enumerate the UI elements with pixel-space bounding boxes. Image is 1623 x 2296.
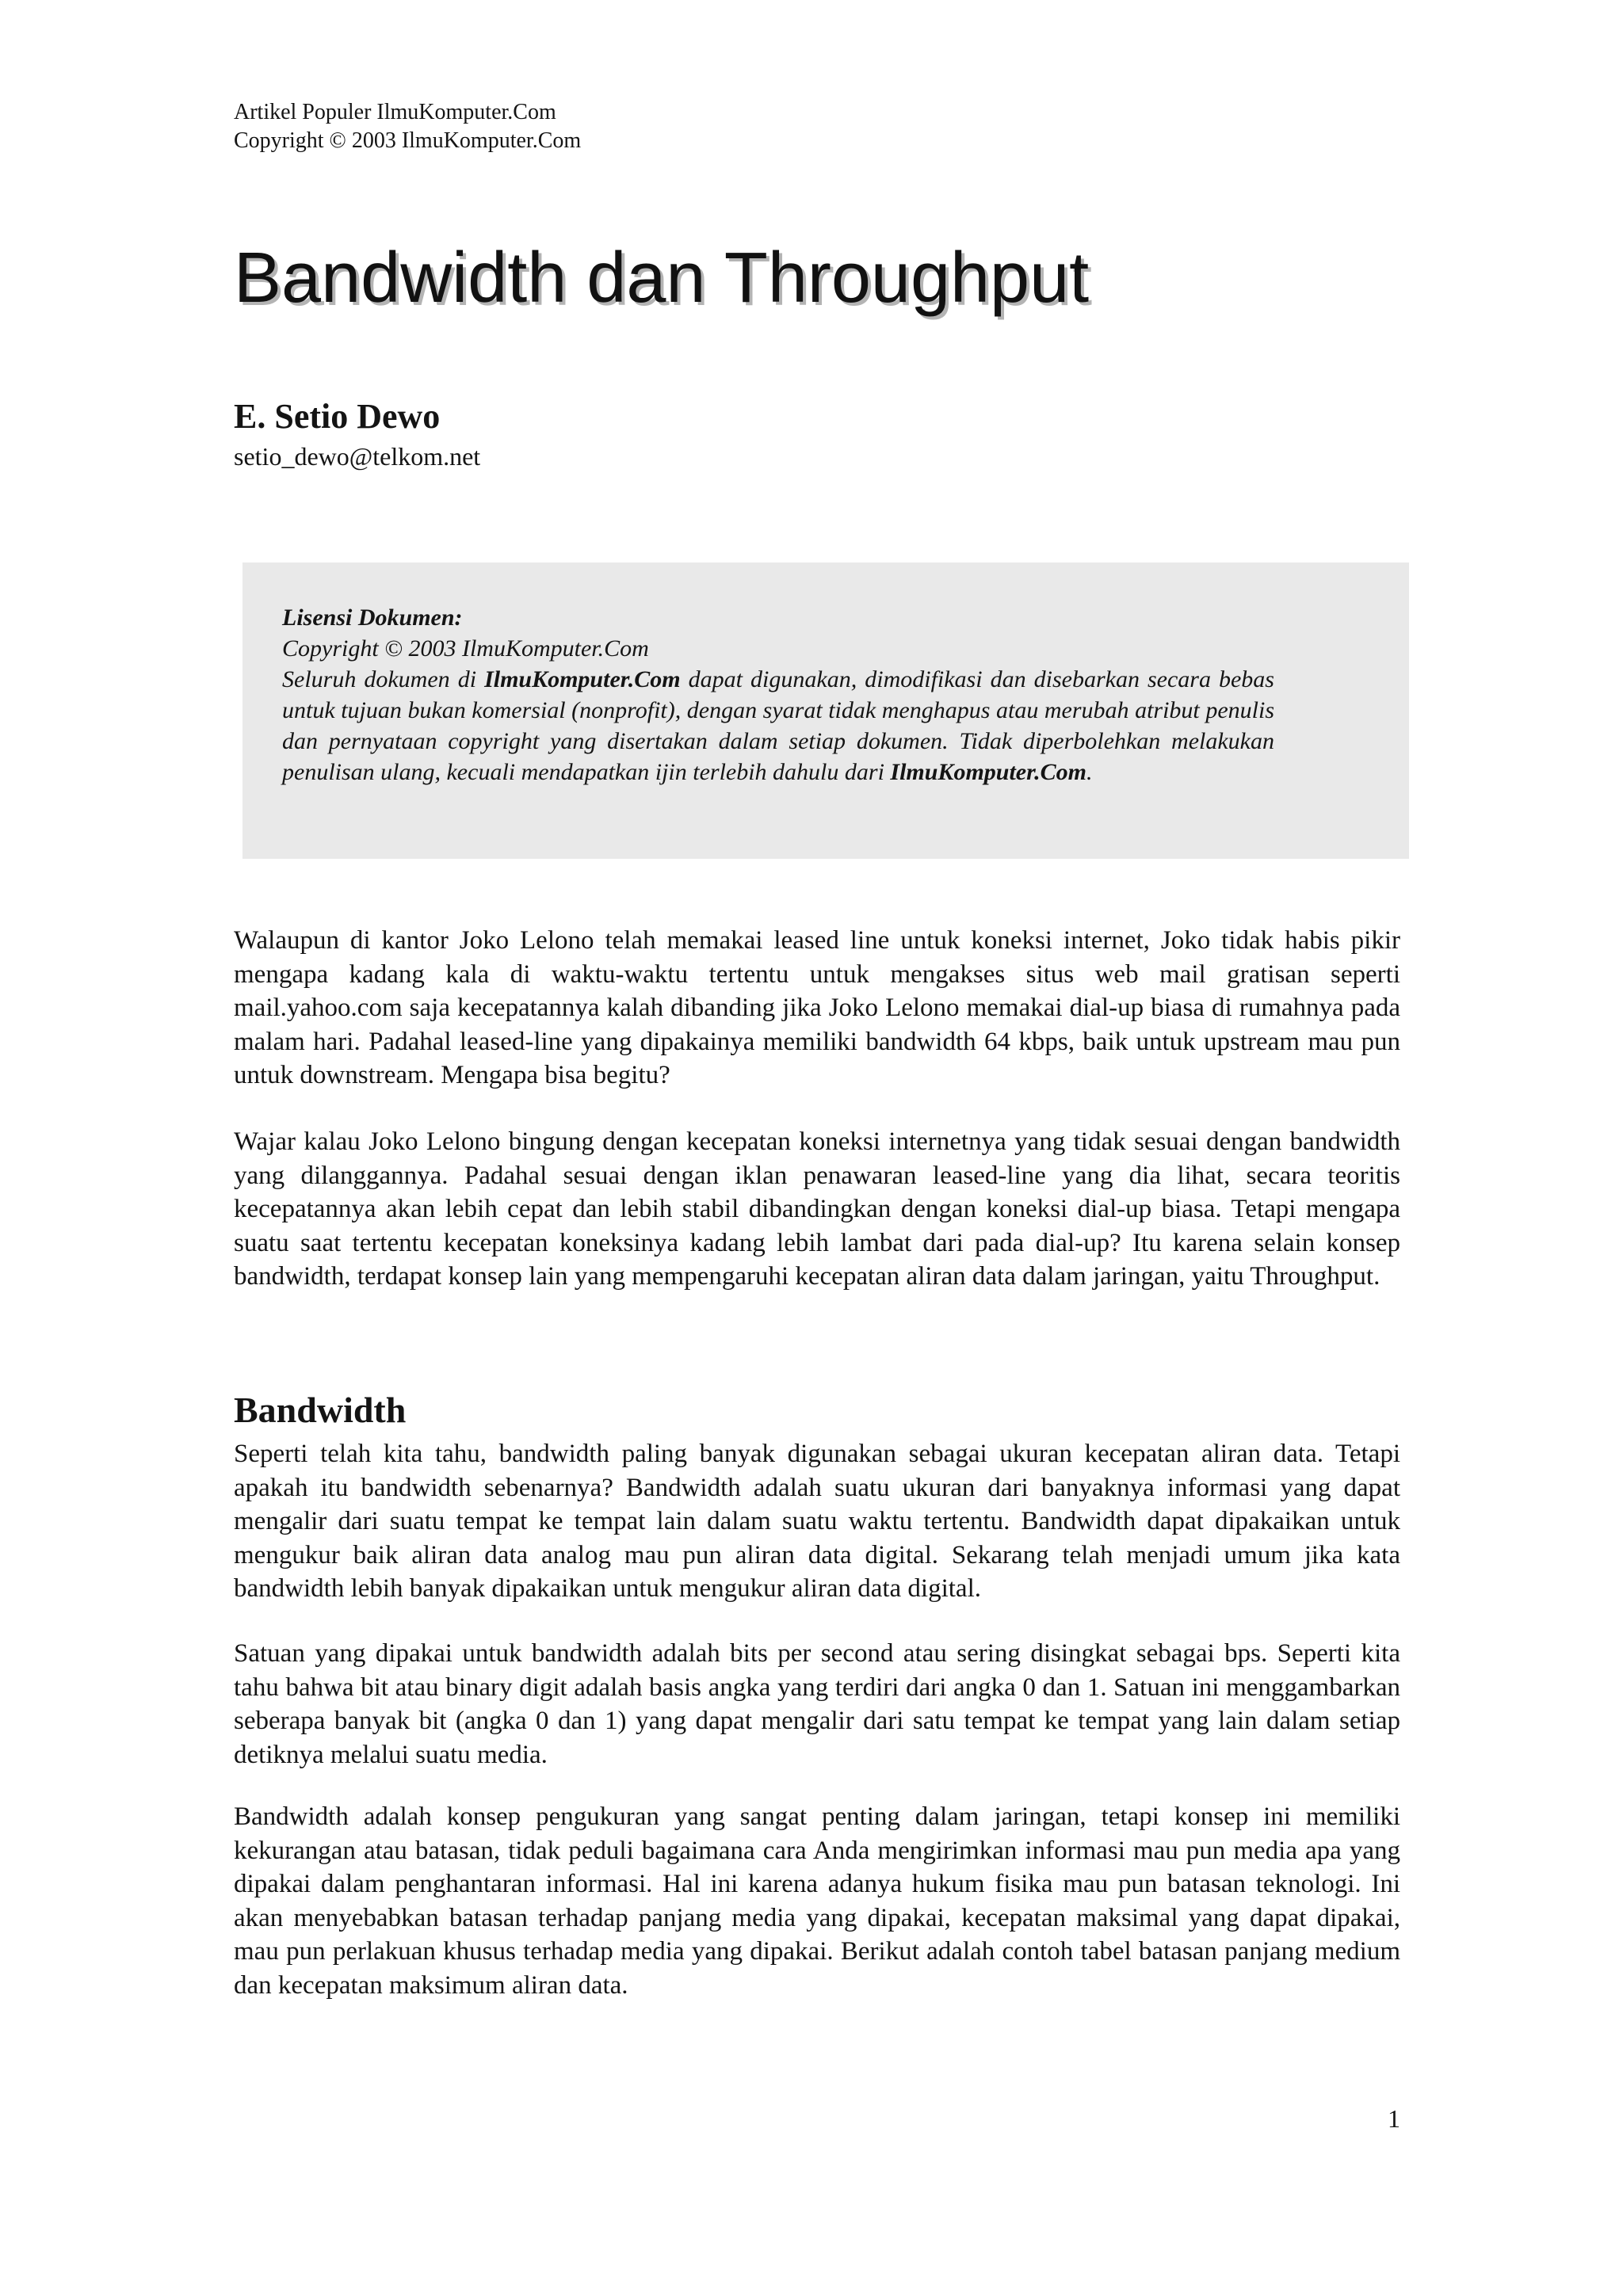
- bandwidth-paragraph-3: Bandwidth adalah konsep pengukuran yang sangat penting dalam jaringan, tetapi konsep ini memiliki kekurangan atau batasan, tidak peduli bagaimana cara Anda mengirimkan informasi mau pun media apa yang dipakai dalam penghantaran informasi. Hal ini karena adanya hukum fisika mau pun batasan teknologi. Ini akan menyebabkan batasan terhadap panjang media yang dipakai, kecepatan maksimal yang dapat dipakai, mau pun perlakuan khusus terhadap media yang dipakai. Berikut adalah contoh tabel batasan panjang medium dan kecepatan maksimum aliran data.: [234, 1802, 1400, 2000]
- intro-paragraph-2: Wajar kalau Joko Lelono bingung dengan kecepatan koneksi internetnya yang tidak sesuai dengan bandwidth yang dilanggannya. Padahal sesuai dengan iklan penawaran leased-line yang dia lihat, secara teoritis kecepatannya akan lebih cepat dan lebih stabil dibandingkan dengan koneksi dial-up biasa. Tetapi mengapa suatu saat tertentu kecepatan koneksinya kadang lebih lambat dari pada dial-up? Itu karena selain konsep bandwidth, terdapat konsep lain yang mempengaruhi kecepatan aliran data dalam jaringan, yaitu Throughput.: [234, 1127, 1400, 1291]
- running-header-title: Artikel Populer IlmuKomputer.Com: [234, 100, 556, 124]
- document-title: Bandwidth dan Throughput: [234, 238, 1090, 318]
- section-heading-bandwidth: Bandwidth: [234, 1390, 407, 1430]
- license-text-part3: .: [1086, 759, 1093, 785]
- license-copyright: Copyright © 2003 IlmuKomputer.Com: [282, 635, 649, 662]
- license-site-name-2: IlmuKomputer.Com: [890, 759, 1086, 785]
- license-text-part1: Seluruh dokumen di: [282, 666, 485, 692]
- license-text: [282, 664, 1274, 788]
- license-site-name: IlmuKomputer.Com: [484, 666, 681, 692]
- license-text-part2: dapat digunakan, dimodifikasi dan disebarkan secara bebas untuk tujuan bukan komersial (nonprofit), dengan syarat tidak menghapus atau merubah atribut penulis dan pernyataan copyright yang disertakan dalam setiap dokumen. Tidak diperbolehkan melakukan penulisan ulang, kecuali mendapatkan ijin terlebih dahulu dari: [282, 666, 1274, 785]
- author-name: E. Setio Dewo: [234, 397, 441, 436]
- bandwidth-paragraph-1: Seperti telah kita tahu, bandwidth paling banyak digunakan sebagai ukuran kecepatan aliran data. Tetapi apakah itu bandwidth sebenarnya? Bandwidth adalah suatu ukuran dari banyaknya informasi yang dapat mengalir dari suatu tempat ke tempat lain dalam suatu waktu tertentu. Bandwidth dapat dipakaikan untuk mengukur baik aliran data analog mau pun aliran data digital. Sekarang telah menjadi umum jika kata bandwidth lebih banyak dipakaikan untuk mengukur aliran data digital.: [234, 1440, 1400, 1603]
- license-box: [242, 563, 1409, 859]
- running-header-copyright: Copyright © 2003 IlmuKomputer.Com: [234, 128, 582, 153]
- author-email: setio_dewo@telkom.net: [234, 442, 481, 471]
- license-title: Lisensi Dokumen:: [282, 605, 463, 631]
- bandwidth-paragraph-2: Satuan yang dipakai untuk bandwidth adalah bits per second atau sering disingkat sebagai bps. Seperti kita tahu bahwa bit atau binary digit adalah basis angka yang terdiri dari angka 0 dan 1. Satuan ini menggambarkan seberapa banyak bit (angka 0 dan 1) yang dapat mengalir dari satu tempat ke tempat yang lain dalam setiap detiknya melalui suatu media.: [234, 1639, 1400, 1769]
- intro-paragraph-1: Walaupun di kantor Joko Lelono telah memakai leased line untuk koneksi internet, Joko tidak habis pikir mengapa kadang kala di waktu-waktu tertentu untuk mengakses situs web mail gratisan seperti mail.yahoo.com saja kecepatannya kalah dibanding jika Joko Lelono memakai dial-up biasa di rumahnya pada malam hari. Padahal leased-line yang dipakainya memiliki bandwidth 64 kbps, baik untuk upstream mau pun untuk downstream. Mengapa bisa begitu?: [234, 926, 1400, 1089]
- page-number: 1: [1388, 2104, 1400, 2133]
